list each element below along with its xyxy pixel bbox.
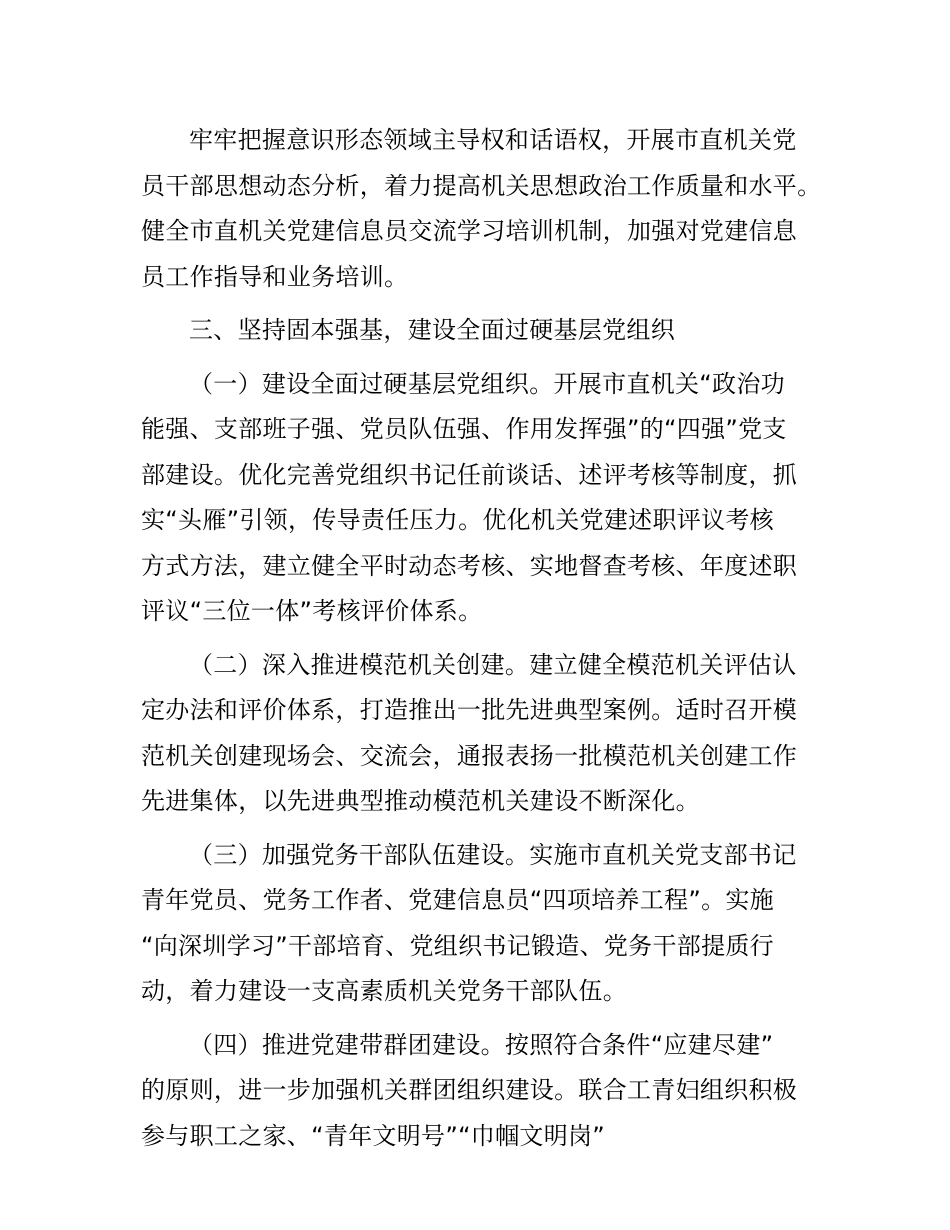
text-line: （四）推进党建带群团建设。按照符合条件“应建尽建” — [189, 1030, 774, 1059]
text-line: 参与职工之家、“青年文明号”“巾帼文明岗” — [141, 1121, 606, 1150]
text-line: 牢牢把握意识形态领域主导权和话语权，开展市直机关党 — [189, 126, 797, 154]
text-line: 实“头雁”引领，传导责任压力。优化机关党建述职评议考核 — [141, 506, 774, 534]
text-line: 健全市直机关党建信息员交流学习培训机制，加强对党建信息 — [141, 217, 798, 245]
heading-text: 三、坚持固本强基，建设全面过硬基层党组织 — [189, 316, 675, 344]
text-line: 部建设。优化完善党组织书记任前谈话、述评考核等制度，抓 — [141, 460, 798, 489]
text-line: 员工作指导和业务培训。 — [141, 262, 409, 291]
text-line: 能强、支部班子强、党员队伍强、作用发挥强”的“四强”党支 — [141, 415, 787, 443]
text-line: 的原则，进一步加强机关群团组织建设。联合工青妇组织积极 — [141, 1076, 798, 1104]
text-line: 方式方法，建立健全平时动态考核、实地督查考核、年度述职 — [141, 551, 798, 580]
text-line: 动，着力建设一支高素质机关党务干部队伍。 — [141, 977, 627, 1005]
text-line: （二）深入推进模范机关创建。建立健全模范机关评估认 — [189, 650, 797, 679]
text-line: 定办法和评价体系，打造推出一批先进典型案例。适时召开模 — [141, 696, 798, 724]
paragraph-item-3 — [141, 833, 821, 1015]
text-line: 先进集体，以先进典型推动模范机关建设不断深化。 — [141, 787, 700, 815]
text-line: “向深圳学习”干部培育、党组织书记锻造、党务干部提质行 — [141, 931, 774, 960]
paragraph-item-4 — [141, 1023, 821, 1160]
paragraph-item-2 — [141, 643, 821, 825]
paragraph-item-1 — [141, 362, 821, 635]
text-line: 评议“三位一体”考核评价体系。 — [141, 597, 483, 625]
text-line: （三）加强党务干部队伍建设。实施市直机关党支部书记 — [189, 840, 797, 869]
text-line: 员干部思想动态分析，着力提高机关思想政治工作质量和水平。 — [141, 171, 822, 200]
document-body — [141, 118, 821, 1167]
text-line: 青年党员、党务工作者、党建信息员“四项培养工程”。实施 — [141, 886, 774, 914]
paragraph-ideology — [141, 118, 821, 300]
text-line: 范机关创建现场会、交流会，通报表扬一批模范机关创建工作 — [141, 741, 798, 770]
section-heading-3 — [141, 308, 821, 354]
text-line: （一）建设全面过硬基层党组织。开展市直机关“政治功 — [189, 369, 785, 398]
